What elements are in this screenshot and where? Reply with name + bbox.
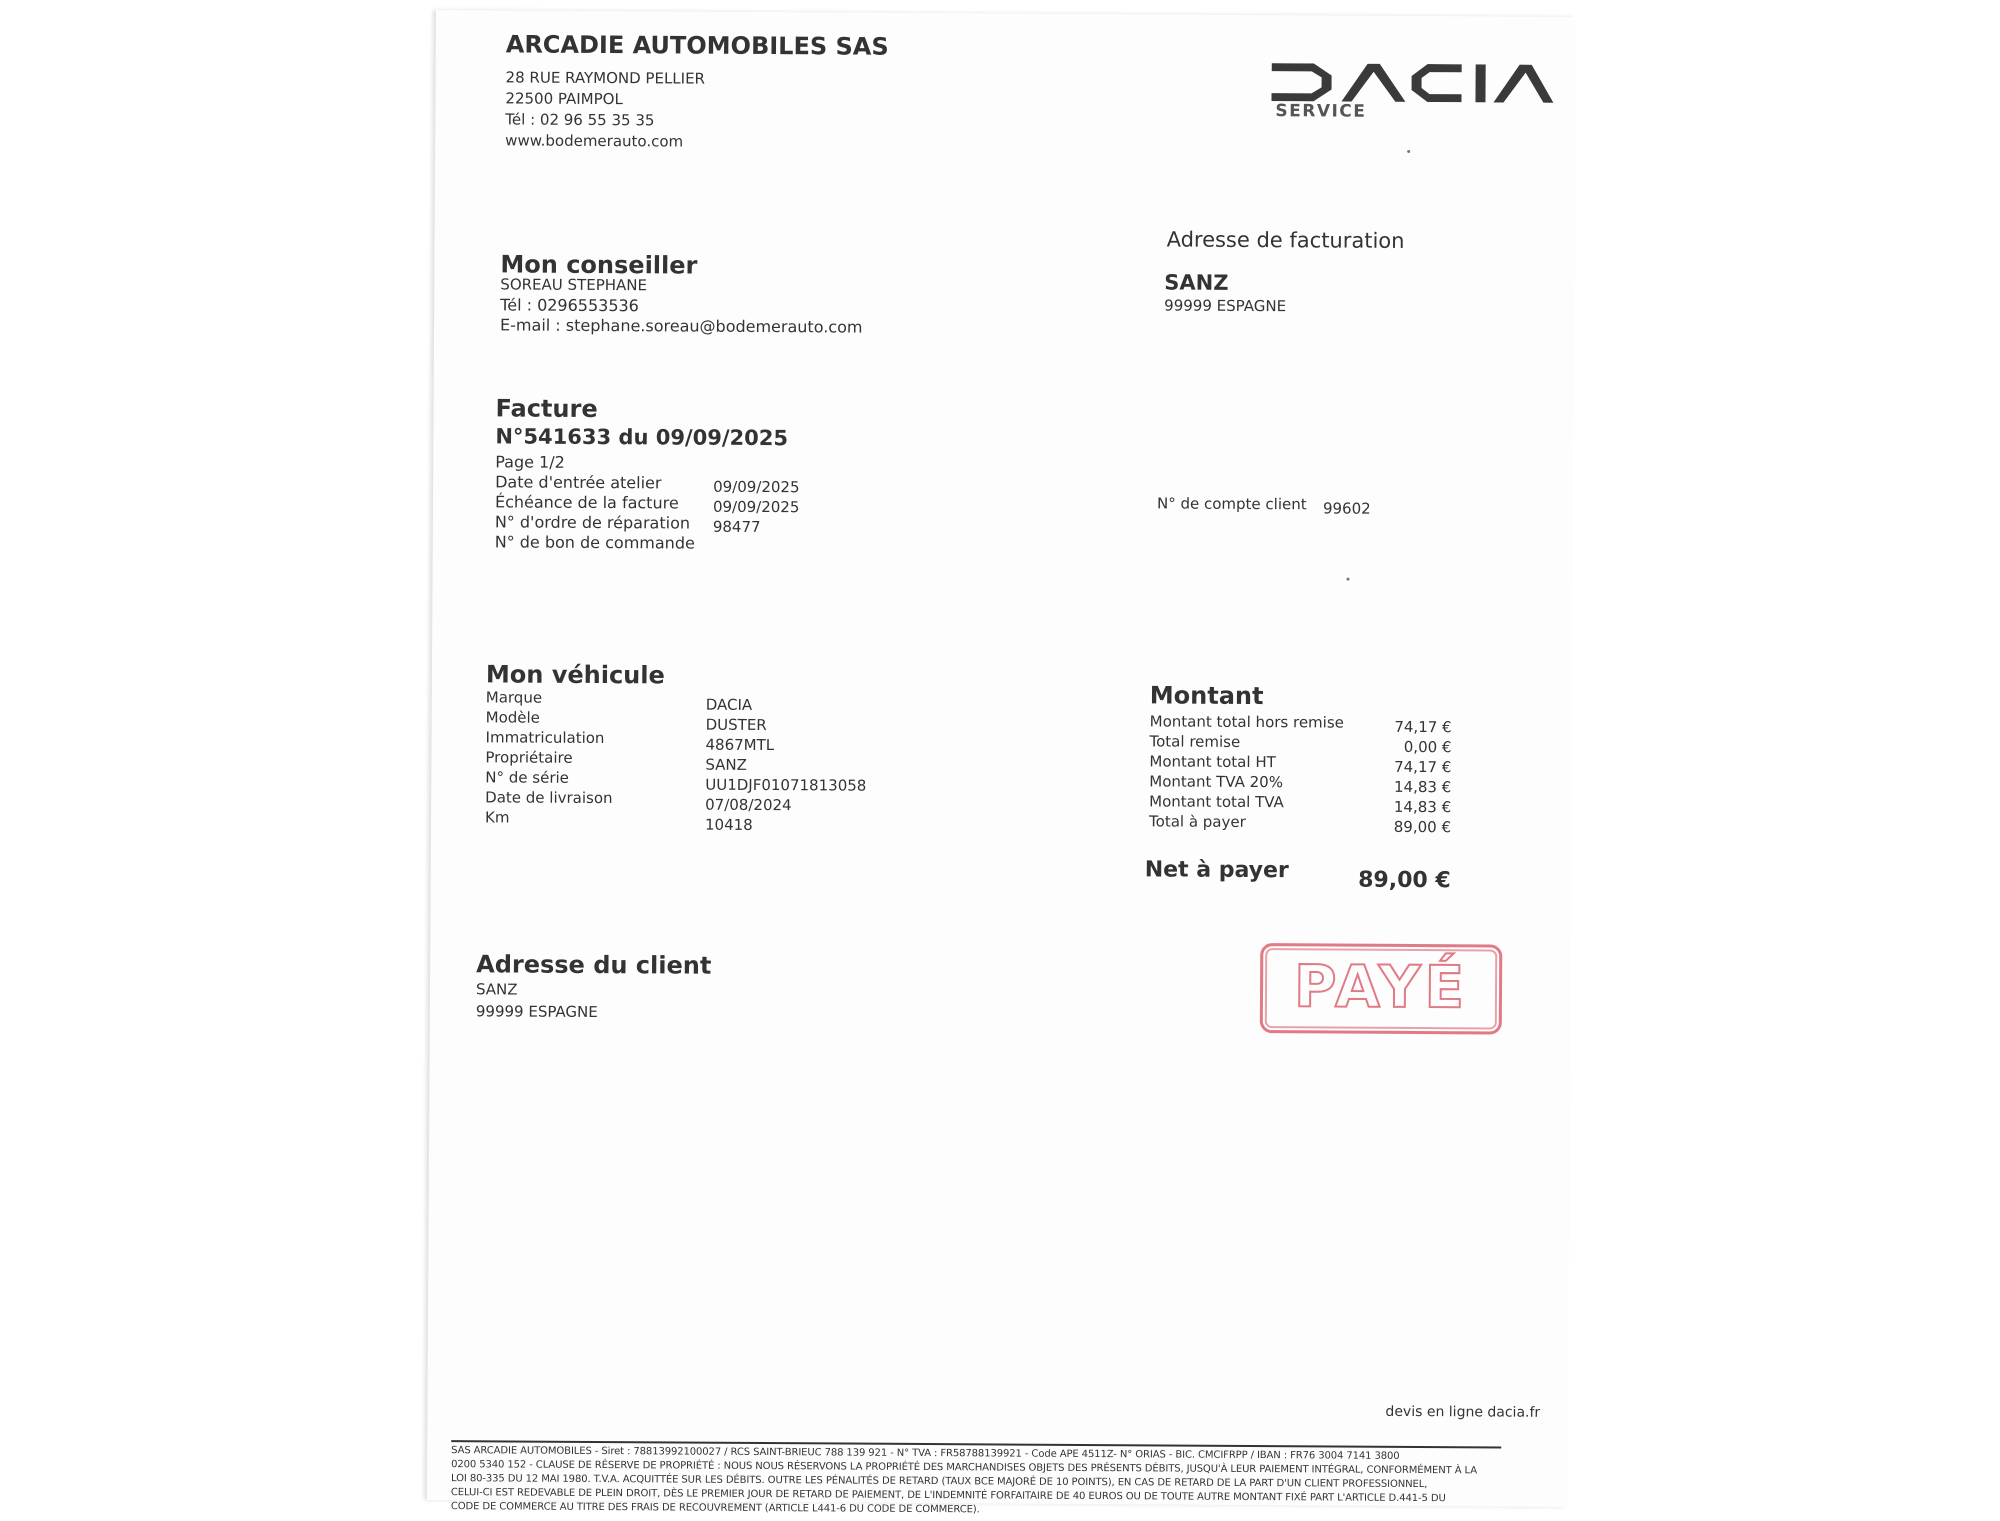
amount-line-label: Montant total TVA [1149, 792, 1284, 812]
vehicle-field-label: Km [485, 808, 510, 827]
invoice-heading: Facture [495, 394, 598, 423]
footer-line: CELUI-CI EST REDEVABLE DE PLEIN DROIT, DÈS LE PREMIER JOUR DE RETARD DE PAIEMENT, DE L'INDEMNITÉ FORFAITAIRE DE 40 EUROS OU DE TOUTE AUTRE MONTANT FIXÉ PART L'ARTICLE D.441-5 DU [450, 1487, 1446, 1505]
vehicle-field-value: UU1DJF01071813058 [705, 775, 867, 795]
billing-name: SANZ [1164, 270, 1229, 295]
vehicle-field-label: Marque [485, 688, 543, 707]
footer-line: CODE DE COMMERCE AU TITRE DES FRAIS DE RECOUVREMENT (ARTICLE L441-6 DU CODE DE COMMERCE). [450, 1501, 980, 1516]
scan-speck [1347, 578, 1350, 581]
amount-line-label: Total remise [1149, 732, 1241, 751]
vehicle-field-value: 07/08/2024 [705, 795, 792, 815]
company-address-line-2: 22500 PAIMPOL [505, 89, 623, 109]
vehicle-field-value: 4867MTL [705, 735, 775, 755]
invoice-page-count: Page 1/2 [495, 452, 565, 472]
vehicle-field-label: Propriétaire [485, 748, 573, 767]
vehicle-heading: Mon véhicule [485, 660, 665, 690]
dacia-logo [1271, 63, 1553, 107]
vehicle-field-value: DUSTER [705, 715, 767, 735]
vehicle-field-label: N° de série [485, 768, 569, 787]
invoice-field-label: N° de bon de commande [494, 532, 695, 553]
billing-address: 99999 ESPAGNE [1164, 296, 1287, 316]
client-address: 99999 ESPAGNE [475, 1002, 598, 1022]
online-quote-text: devis en ligne dacia.fr [1385, 1403, 1541, 1421]
advisor-name: SOREAU STEPHANE [500, 275, 648, 295]
net-to-pay-value: 89,00 € [1358, 867, 1451, 894]
vehicle-field-label: Immatriculation [485, 728, 605, 748]
amount-line-label: Total à payer [1149, 812, 1246, 831]
company-phone: Tél : 02 96 55 35 35 [505, 110, 655, 130]
amount-line-label: Montant total HT [1149, 752, 1276, 772]
invoice-field-label: Date d'entrée atelier [495, 472, 662, 493]
invoice-field-value: 98477 [712, 517, 761, 536]
amount-line-label: Montant total hors remise [1149, 712, 1344, 732]
amount-line-value: 74,17 € [1394, 757, 1452, 777]
invoice-field-value: 09/09/2025 [712, 497, 800, 517]
footer-line: 0200 5340 152 - CLAUSE DE RÉSERVE DE PROPRIÉTÉ : NOUS NOUS RÉSERVONS LA PROPRIÉTÉ DES MARCHANDISES OBJETS DES PRÉSENTS DÉBITS, JUSQU'À LEUR PAIEMENT INTÉGRAL, CONFORMÉMENT À LA [451, 1459, 1478, 1477]
vehicle-field-value: 10418 [704, 815, 753, 834]
amount-line-value: 89,00 € [1393, 817, 1452, 837]
invoice-page [427, 10, 1576, 1516]
advisor-heading: Mon conseiller [500, 250, 698, 280]
dacia-service-label: SERVICE [1275, 101, 1367, 122]
company-address-line-1: 28 RUE RAYMOND PELLIER [505, 68, 706, 88]
client-address-heading: Adresse du client [476, 950, 712, 980]
footer-legal-text [451, 1444, 1511, 1520]
vehicle-field-value: SANZ [705, 755, 748, 774]
client-account-label: N° de compte client [1156, 494, 1307, 514]
amount-line-value: 14,83 € [1393, 777, 1452, 797]
vehicle-field-value: DACIA [705, 695, 753, 714]
advisor-email: E-mail : stephane.soreau@bodemerauto.com [500, 315, 863, 337]
amount-line-value: 0,00 € [1403, 737, 1452, 757]
vehicle-field-label: Modèle [485, 708, 540, 727]
invoice-field-value: 09/09/2025 [713, 477, 800, 497]
client-account-value: 99602 [1322, 499, 1371, 518]
amount-line-value: 74,17 € [1394, 717, 1452, 737]
advisor-phone: Tél : 0296553536 [500, 295, 639, 316]
scan-speck [1407, 150, 1410, 153]
footer-line: SAS ARCADIE AUTOMOBILES - Siret : 78813992100027 / RCS SAINT-BRIEUC 788 139 921 - N° TVA : FR58788139921 - Code APE 4511Z- N° ORIAS - BIC. CMCIFRPP / IBAN : FR76 3004 7141 3800 [451, 1445, 1400, 1462]
amount-line-value: 14,83 € [1393, 797, 1452, 817]
amount-line-label: Montant TVA 20% [1149, 772, 1284, 792]
paid-stamp-text: PAYÉ [1293, 952, 1469, 1022]
invoice-field-label: N° d'ordre de réparation [494, 512, 691, 533]
billing-heading: Adresse de facturation [1166, 227, 1405, 253]
amount-heading: Montant [1149, 681, 1264, 711]
net-to-pay-label: Net à payer [1144, 857, 1289, 884]
invoice-number: N°541633 du 09/09/2025 [495, 424, 789, 451]
company-website: www.bodemerauto.com [505, 131, 684, 151]
company-name: ARCADIE AUTOMOBILES SAS [505, 30, 889, 61]
vehicle-field-label: Date de livraison [485, 788, 613, 808]
invoice-field-label: Échéance de la facture [494, 492, 679, 513]
footer-line: LOI 80-335 DU 12 MAI 1980. T.V.A. ACQUITTÉE SUR LES DÉBITS. OUTRE LES PÉNALITÉS DE RETARD (TAUX BCE MAJORÉ DE 10 POINTS), EN CAS DE RETARD DE LA PART D'UN CLIENT PROFESSIONNEL, [450, 1473, 1428, 1491]
client-name: SANZ [475, 980, 518, 999]
paid-stamp [1260, 943, 1503, 1034]
